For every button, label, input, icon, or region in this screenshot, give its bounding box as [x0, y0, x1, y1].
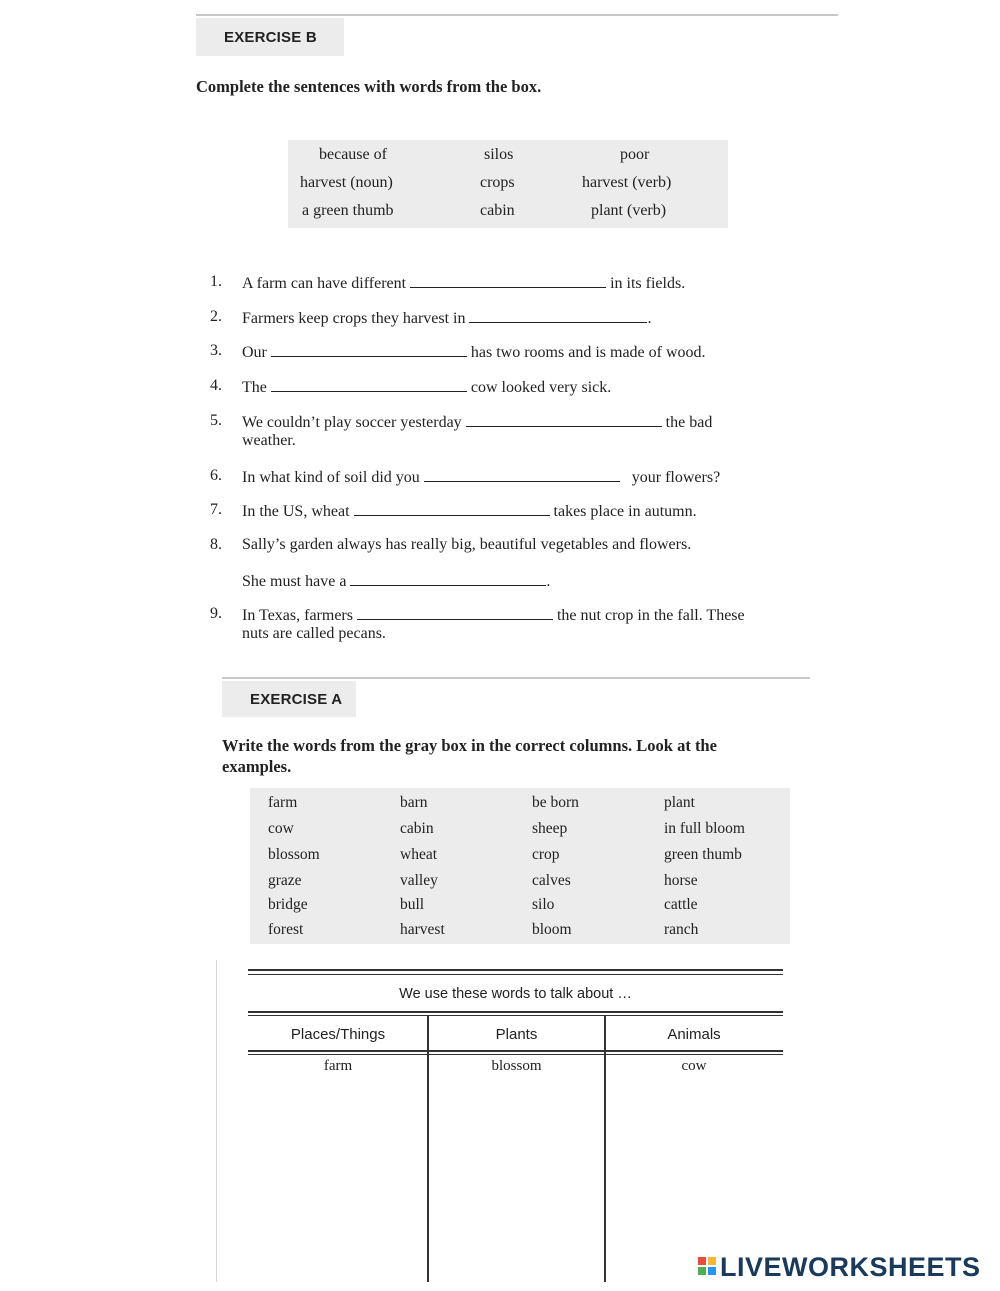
scan-line [216, 960, 217, 1282]
example-animals: cow [681, 1058, 707, 1074]
table-top-rule [248, 974, 783, 975]
table-header-rule [248, 1015, 783, 1016]
sentence-text: In what kind of soil did you [242, 469, 420, 486]
liveworksheets-logo: LIVEWORKSHEETS [720, 1252, 981, 1282]
table-header-rule [248, 1011, 783, 1013]
grid-word: barn [400, 794, 428, 811]
sentence-text: In Texas, farmers [242, 607, 353, 624]
grid-word: ranch [664, 921, 699, 938]
sentence-number: 3. [210, 342, 222, 359]
sentence-number: 6. [210, 467, 222, 484]
grid-word: blossom [268, 846, 320, 863]
sentence-text: A farm can have different [242, 275, 407, 292]
logo-square [708, 1257, 716, 1265]
grid-word: cattle [664, 896, 698, 913]
grid-word: harvest [400, 921, 445, 938]
answer-area-animals[interactable] [607, 1080, 781, 1280]
grid-word: bloom [532, 921, 572, 938]
grid-word: green thumb [664, 846, 742, 863]
answer-blank[interactable] [350, 570, 546, 586]
sentence-text: Sally’s garden always has really big, beautiful vegetables and flowers. [242, 536, 692, 553]
column-divider [604, 1016, 606, 1282]
grid-word: in full bloom [664, 820, 745, 837]
exercise-b-label: EXERCISE B [224, 28, 317, 46]
top-rule [196, 14, 838, 16]
answer-blank[interactable] [354, 500, 550, 516]
sentence-text: takes place in autumn. [553, 503, 697, 520]
grid-word: bridge [268, 896, 308, 913]
sentence-text: cow looked very sick. [470, 379, 612, 396]
column-header-places: Places/Things [290, 1026, 386, 1043]
column-header-animals: Animals [667, 1026, 721, 1043]
sentence-text: Farmers keep crops they harvest in [242, 310, 466, 327]
sentence-number: 8. [210, 536, 222, 553]
sentence-number: 5. [210, 412, 222, 429]
answer-blank[interactable] [357, 604, 553, 620]
grid-word: valley [400, 872, 438, 889]
logo-square [698, 1267, 706, 1275]
answer-blank[interactable] [469, 307, 647, 323]
sentence-text: She must have a [242, 573, 347, 590]
answer-blank[interactable] [271, 341, 467, 357]
table-body-rule [248, 1050, 783, 1052]
word-box-item: harvest (verb) [582, 174, 672, 191]
answer-area-plants[interactable] [430, 1080, 602, 1280]
sentence-text: Our [242, 344, 267, 361]
word-box-item: cabin [480, 202, 515, 219]
grid-word: cow [268, 820, 294, 837]
sentence-text: the nut crop in the fall. These [556, 607, 745, 624]
column-header-plants: Plants [495, 1026, 538, 1043]
exercise-a-label: EXERCISE A [250, 690, 343, 708]
word-grid [250, 788, 790, 944]
sentence-text: In the US, wheat [242, 503, 350, 520]
logo-square [698, 1257, 706, 1265]
table-top-rule [248, 969, 783, 971]
sentence-number: 9. [210, 605, 222, 622]
word-box-item: plant (verb) [591, 202, 667, 219]
answer-blank[interactable] [271, 376, 467, 392]
sentence-text: The [242, 379, 267, 396]
grid-word: graze [268, 872, 302, 889]
sentence-text: your flowers? [631, 469, 721, 486]
sentence-text: . [647, 310, 652, 327]
exercise-b-header [196, 18, 344, 56]
exercise-a-instruction [222, 735, 822, 777]
sentence-number: 4. [210, 377, 222, 394]
grid-word: sheep [532, 820, 568, 837]
sentence-text: in its fields. [610, 275, 686, 292]
word-box-item: silos [484, 146, 514, 163]
word-box-item: crops [480, 174, 515, 191]
sentence-number: 7. [210, 501, 222, 518]
grid-word: bull [400, 896, 425, 913]
liveworksheets-logo-icon [698, 1257, 716, 1275]
word-box-item: because of [319, 146, 387, 163]
column-divider [427, 1016, 429, 1282]
logo-square [708, 1267, 716, 1275]
sentence-number: 1. [210, 273, 222, 290]
grid-word: wheat [400, 846, 438, 863]
grid-word: farm [268, 794, 298, 811]
table-title: We use these words to talk about … [399, 986, 632, 1002]
exercise-a-rule [222, 677, 810, 679]
grid-word: calves [532, 872, 571, 889]
answer-blank[interactable] [466, 411, 662, 427]
instruction-line: examples. [222, 757, 292, 776]
sentence-text: . [546, 573, 551, 590]
word-box-item: harvest (noun) [300, 174, 393, 191]
sentence-text: We couldn’t play soccer yesterday [242, 414, 462, 431]
grid-word: forest [268, 921, 304, 938]
example-plants: blossom [491, 1058, 542, 1074]
grid-word: crop [532, 846, 560, 863]
sentence-text: nuts are called pecans. [242, 625, 386, 642]
grid-word: be born [532, 794, 579, 811]
sentence-text: has two rooms and is made of wood. [470, 344, 706, 361]
exercise-a-header [222, 681, 356, 717]
grid-word: silo [532, 896, 555, 913]
sentence-number: 2. [210, 308, 222, 325]
answer-area-places[interactable] [250, 1080, 425, 1280]
answer-blank[interactable] [410, 272, 606, 288]
grid-word: cabin [400, 820, 434, 837]
grid-word: plant [664, 794, 695, 811]
word-box-item: poor [620, 146, 650, 163]
instruction-line: Write the words from the gray box in the correct columns. Look at the [222, 736, 717, 755]
table-body-rule [248, 1054, 783, 1055]
word-box-item: a green thumb [302, 202, 394, 219]
example-places: farm [323, 1058, 353, 1074]
exercise-b-instruction: Complete the sentences with words from the box. [196, 77, 542, 96]
sentence-text: weather. [242, 432, 296, 449]
word-box [288, 140, 728, 228]
answer-blank[interactable] [424, 466, 620, 482]
sentence-text: the bad [665, 414, 713, 431]
grid-word: horse [664, 872, 698, 889]
